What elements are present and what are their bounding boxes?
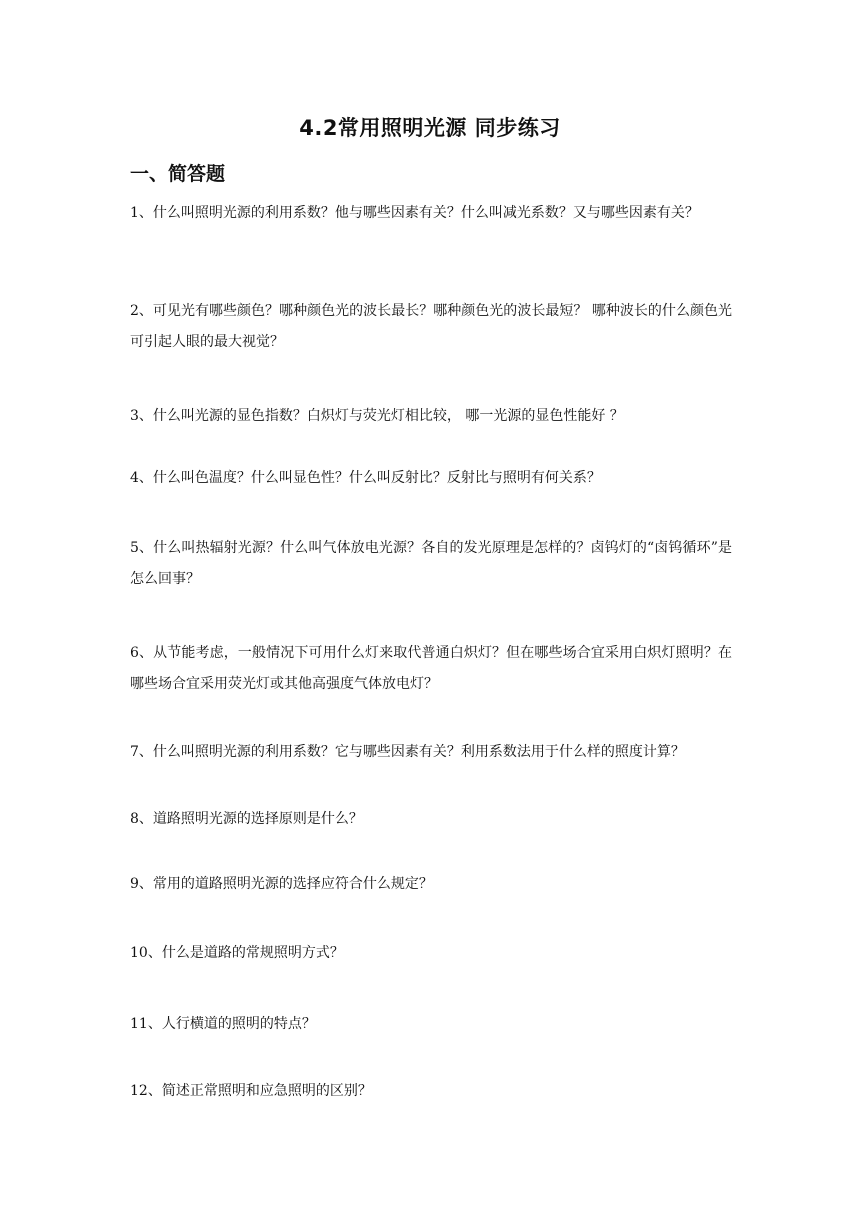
question-5: 5、什么叫热辐射光源？什么叫气体放电光源？各自的发光原理是怎样的？卤钨灯的“卤钨循环”是怎么回事？	[130, 540, 732, 587]
question-9: 9、常用的道路照明光源的选择应符合什么规定？	[130, 876, 433, 892]
question-2: 2、可见光有哪些颜色？哪种颜色光的波长最长？哪种颜色光的波长最短？ 哪种波长的什么颜色光可引起人眼的最大视觉？	[130, 303, 732, 350]
question-10: 10、什么是道路的常规照明方式？	[130, 945, 344, 961]
question-6: 6、从节能考虑，一般情况下可用什么灯来取代普通白炽灯？但在哪些场合宜采用白炽灯照明？在哪些场合宜采用荧光灯或其他高强度气体放电灯？	[130, 645, 732, 692]
question-4: 4、什么叫色温度？什么叫显色性？什么叫反射比？反射比与照明有何关系？	[130, 470, 601, 486]
question-3: 3、什么叫光源的显色指数？白炽灯与荧光灯相比较， 哪一光源的显色性能好 ？	[130, 408, 624, 424]
question-12: 12、简述正常照明和应急照明的区别？	[130, 1083, 372, 1099]
question-11: 11、人行横道的照明的特点？	[130, 1016, 316, 1032]
document-title: 4.2常用照明光源 同步练习	[299, 116, 561, 140]
section-heading: 一、简答题	[130, 163, 226, 185]
question-7: 7、什么叫照明光源的利用系数？它与哪些因素有关？利用系数法用于什么样的照度计算？	[130, 744, 685, 760]
question-1: 1、什么叫照明光源的利用系数？他与哪些因素有关？什么叫减光系数？又与哪些因素有关？	[130, 205, 699, 221]
question-8: 8、道路照明光源的选择原则是什么？	[130, 811, 363, 827]
